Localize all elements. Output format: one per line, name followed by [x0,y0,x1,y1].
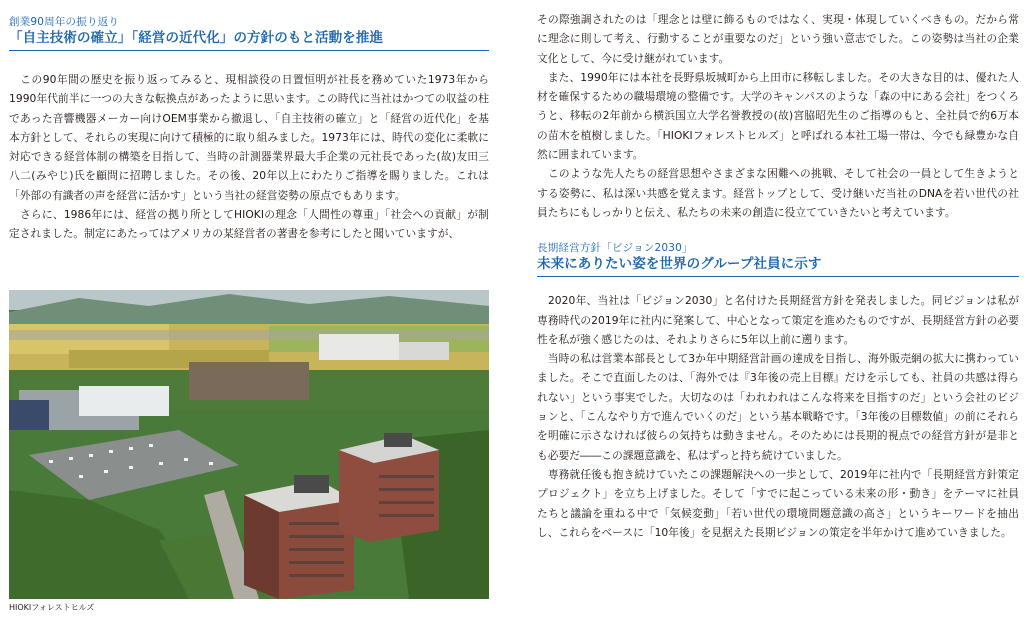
body-paragraph: 専務就任後も抱き続けていたこの課題解決への一歩として、2019年に社内で「長期経営方針策定プロジェクト」を立ち上げました。そして「すでに起こっている未来の形・動き」をテーマに社員たちと議論を重ねる中で「気候変動」「若い世代の環境問題意識の高さ」というキーワードを抽出し、これらをベースに「10年後」を見据えた長期ビジョンの策定を半年かけて進めていきました。 [537,467,1019,539]
section-kicker: 長期経営方針「ビジョン2030」 [537,242,693,255]
section-kicker: 創業90周年の振り返り [9,16,120,28]
body-paragraph: 2020年、当社は「ビジョン2030」と名付けた長期経営方針を発表しました。同ビジョンは私が専務時代の2019年に社内に発案して、中心となって策定を進めたものですが、長期経営方針の必要性を私が強く感じたのは、それよりさらに5年以上前に遡ります。 [537,294,1019,346]
section-headline: 未来にありたい姿を世界のグループ社員に示す [537,256,822,273]
left-column [9,0,489,244]
body-paragraph: その際強調されたのは「理念とは壁に飾るものではなく、実現・体現していくべきもの。だから常に理念に則して考え、行動することが重要なのだ」という強い意志でした。この姿勢は当社の企業文化として、今に受け継がれています。 [537,13,1019,65]
right-column [537,0,1019,542]
body-paragraph: また、1990年には本社を長野県坂城町から上田市に移転しました。その大きな目的は、優れた人材を確保するための職場環境の整備です。大学のキャンパスのような「森の中にある会社」をつくろうと、移転の2年前から横浜国立大学名誉教授の(故)宮脇昭先生のご指導のもと、全社員で約6万本の苗木を植樹しました。「HIOKIフォレストヒルズ」と呼ばれる本社工場一帯は、今でも緑豊かな自然に囲まれています。 [537,70,1019,162]
body-paragraph: 当時の私は営業本部長として3か年中期経営計画の達成を目指し、海外販売網の拡大に携わっていました。そこで直面したのは、「海外では『3年後の売上目標』だけを示しても、社員の共感は得られない」という事実でした。大切なのは「われわれはこんな将来を目指すのだ」という会社のビジョンと、「こんなやり方で進んでいくのだ」という基本戦略です。「3年後の目標数値」の前にそれらを明確に示さなければ彼らの気持ちは動きません。そのためには長期的視点での経営方針が是非とも必要だ――この課題意識を、私はずっと持ち続けていました。 [537,352,1019,462]
section-headline: 「自主技術の確立」「経営の近代化」の方針のもと活動を推進 [9,30,384,46]
body-paragraph: さらに、1986年には、経営の拠り所としてHIOKIの理念「人間性の尊重」「社会への貢献」が制定されました。制定にあたってはアメリカの某経営者の著書を参考にしたと聞いていますが、 [9,208,489,241]
aerial-photo [9,290,489,599]
body-paragraph: この90年間の歴史を振り返ってみると、現相談役の日置恒明が社長を務めていた1973年から1990年代前半に一つの大きな転換点があったように思います。この時代に当社はかつての収益の柱であった音響機器メーカー向けOEM事業から撤退し、「自主技術の確立」と「経営の近代化」を基本方針として、それらの実現に向けて積極的に取り組みました。1973年には、時代の変化に柔軟に対応できる経営体制の構築を目指して、当時の計測器業界最大手企業の元社長であった(故)友田三八二(みやじ)氏を顧問に招聘しました。その後、20年以上にわたりご指導を賜りました。これは「外部の有識者の声を経営に活かす」という当社の経営姿勢の原点でもあります。 [9,73,489,202]
aerial-photo-illustration [9,290,489,599]
body-paragraph: このような先人たちの経営思想やさまざまな困難への挑戦、そして社会の一員として生きようとする姿勢に、私は深い共感を覚えます。経営トップとして、受け継いだ当社のDNAを若い世代の社員たちにもしっかりと伝え、私たちの未来の創造に役立てていきたいと考えています。 [537,167,1019,219]
photo-caption: HIOKIフォレストヒルズ [9,603,95,612]
